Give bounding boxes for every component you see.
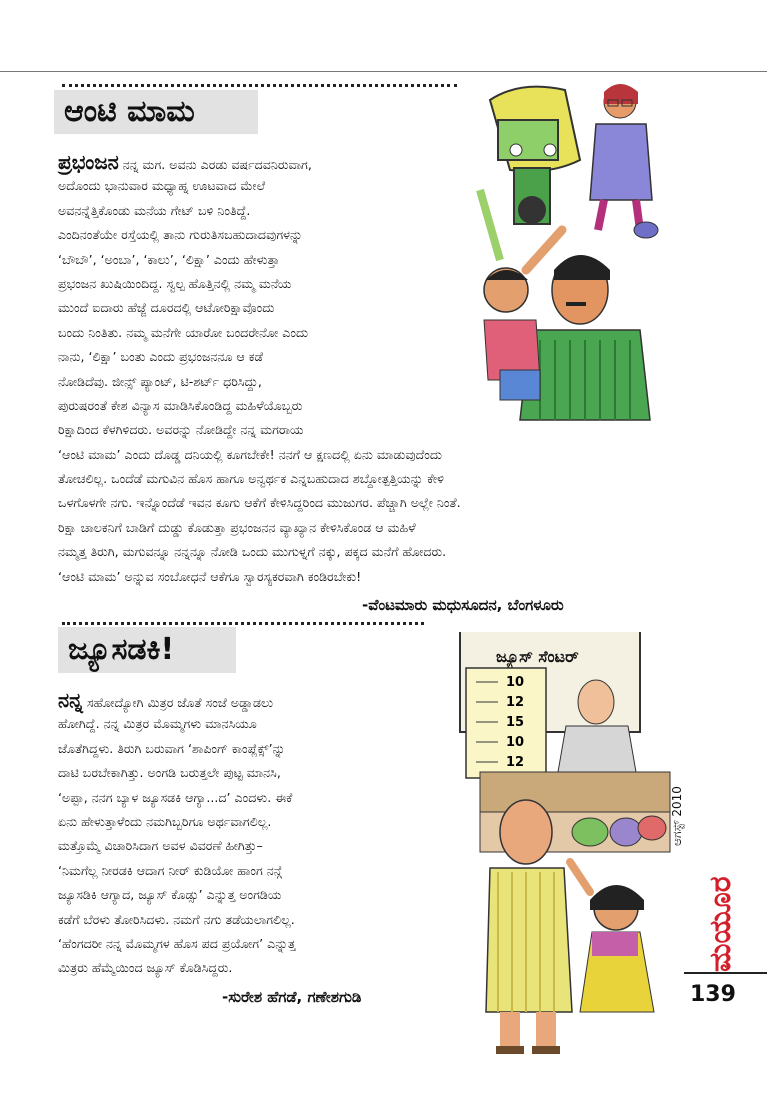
cartoon-juice-center-illustration (440, 632, 680, 1084)
price-value: 15 (506, 715, 525, 730)
story-line: ಬಂದು ನಿಂತಿತು. ನಮ್ಮ ಮನೆಗೇ ಯಾರೋ ಬಂದರೇನೋ ಎಂದು (58, 324, 309, 340)
story-signature: -ಸುರೇಶ ಹೆಗಡೆ, ಗಣೇಶಗುಡಿ (222, 988, 362, 1006)
page-number: 139 (690, 982, 736, 1007)
story-line: ‘ಆಂಟಿ ಮಾಮ’ ಎಂದು ದೊಡ್ಡ ದನಿಯಲ್ಲಿ ಕೂಗಬೇಕೇ! ನನಗೆ ಆ ಕ್ಷಣದಲ್ಲಿ ಏನು ಮಾಡುವುದೆಂದು (58, 446, 442, 462)
story-title-aunty-mama: ಆಂಟಿ ಮಾಮ (54, 90, 258, 134)
story-line: ನನ್ನ ಸಹೋದ್ಯೋಗಿ ಮಿತ್ರರ ಜೊತೆ ಸಂಜೆ ಅಡ್ಡಾಡಲು (58, 688, 274, 712)
story-line: ಕಡೆಗೆ ಬೆರಳು ತೋರಿಸಿದಳು. ನಮಗೆ ನಗು ತಡೆಯಲಾಗಲಿಲ್ಲ. (58, 911, 295, 927)
cartoon-auto-rickshaw-illustration (470, 80, 690, 440)
story-line: ನಾನು, ‘ಲಿಕ್ಷಾ’ ಬಂತು ಎಂದು ಪ್ರಭಂಜನನೂ ಆ ಕಡೆ (58, 349, 263, 365)
story-line: ನೋಡಿದೆವು. ಜೀನ್ಸ್ ಪ್ಯಾಂಟ್, ಟಿ-ಶರ್ಟ್ ಧರಿಸಿದ್ದು, (58, 373, 262, 389)
story-line: ನಮ್ಮತ್ತ ತಿರುಗಿ, ಮಗುವನ್ನೂ ನನ್ನನ್ನೂ ನೋಡಿ ಒಂದು ಮುಗುಳ್ನಗೆ ನಕ್ಕು, ಪಕ್ಕದ ಮನೆಗೆ ಹೋದರು. (58, 544, 447, 560)
story-line: ಹೋಗಿದ್ದೆ. ನನ್ನ ಮಿತ್ರರ ಮೊಮ್ಮಗಳು ಮಾನಸಿಯೂ (58, 716, 257, 732)
story-line: ಒಳಗೊಳಗೇ ನಗು. ಇನ್ನೊಂದೆಡೆ ಇವನ ಕೂಗು ಆಕೆಗೆ ಕೇಳಿಸಿದ್ದರಿಂದ ಮುಜುಗರ. ಪೆಚ್ಚಾಗಿ ಅಲ್ಲೇ ನಿಂತೆ. (58, 495, 461, 511)
story-line: ‘ಆಂಟಿ ಮಾಮ’ ಅನ್ನುವ ಸಂಬೋಧನೆ ಆಕೆಗೂ ಸ್ವಾರಸ್ಯಕರವಾಗಿ ಕಂಡಿರಬೇಕು! (58, 568, 362, 584)
price-value: 12 (506, 755, 525, 770)
issue-date: ಆಗಸ್ಟ್ 2010 (670, 786, 684, 846)
story-signature: -ವೆಂಟಮಾರು ಮಧುಸೂದನ, ಬೆಂಗಳೂರು (362, 596, 564, 614)
story-line: ‘ಅಪ್ಪಾ, ನನಗ ಬ್ಯಾಳ ಜ್ಯೂಸಡಕಿ ಆಗ್ಯಾ...ದ’ ಎಂದಳು. ಈಕೆ (58, 789, 293, 805)
price-value: 12 (506, 695, 525, 710)
story-body-aunty-mama (58, 150, 461, 589)
story-line: ಏನು ಹೇಳುತ್ತಾಳೆಂದು ನಮಗಿಬ್ಬರಿಗೂ ಅರ್ಥವಾಗಲಿಲ್ಲ. (58, 813, 272, 829)
story-line: ಪ್ರಭಂಜನ ಖುಷಿಯಿಂದಿದ್ದ. ಸ್ವಲ್ಪ ಹೊತ್ತಿನಲ್ಲಿ ನಮ್ಮ ಮನೆಯ (58, 275, 292, 291)
story-line: ಜ್ಯೂಸಡಿಕಿ ಆಗ್ಯಾದ, ಜ್ಯೂಸ್ ಕೊಡ್ಸು’ ಎನ್ನುತ್ತ ಅಂಗಡಿಯ (58, 887, 282, 903)
story-line: ‘ಹೆಂಗದರೀ ನನ್ನ ಮೊಮ್ಮಗಳ ಹೊಸ ಪದ ಪ್ರಯೋಗ’ ಎನ್ನುತ್ತ (58, 935, 296, 951)
magazine-logo-text: ಮಯೂರ (703, 876, 738, 972)
dotted-separator (62, 84, 457, 87)
story-line: ಮಿತ್ರರು ಹೆಮ್ಮೆಯಿಂದ ಜ್ಯೂಸ್ ಕೊಡಿಸಿದ್ದರು. (58, 960, 233, 976)
story-line: ತೋಚಲಿಲ್ಲ. ಒಂದೆಡೆ ಮಗುವಿನ ಹೊಸ ಹಾಗೂ ಅನ್ವರ್ಥಕ ಎನ್ನಬಹುದಾದ ಶಬ್ದೋತ್ಪತ್ತಿಯನ್ನು ಕೇಳಿ (58, 471, 444, 487)
story-line: ಪ್ರಭಂಜನ ನನ್ನ ಮಗ. ಅವನು ಎರಡು ವರ್ಷದವನಿರುವಾಗ, (58, 150, 312, 174)
dotted-separator (62, 622, 424, 625)
story-title-juice-thirst: ಜ್ಯೂಸಡಕಿ! (58, 627, 236, 673)
story-line: ರಿಕ್ಷಾದಿಂದ ಕೆಳಗಿಳಿದರು. ಅವರನ್ನು ನೋಡಿದ್ದೇ ನನ್ನ ಮಗರಾಯ (58, 422, 304, 438)
story-line: ಅದೊಂದು ಭಾನುವಾರ ಮಧ್ಯಾಹ್ನ ಊಟವಾದ ಮೇಲೆ (58, 178, 266, 194)
price-value: 10 (506, 735, 525, 750)
story-line: ಮತ್ತೊಮ್ಮೆ ವಿಚಾರಿಸಿದಾಗ ಅವಳ ವಿವರಣೆ ಹೀಗಿತ್ತು– (58, 838, 263, 854)
story-line: ಜೊತೆಗಿದ್ದಳು. ತಿರುಗಿ ಬರುವಾಗ ‘ಶಾಪಿಂಗ್ ಕಾಂಪ್ಲೆಕ್ಸ್’ನ್ನು (58, 740, 286, 756)
price-value: 10 (506, 675, 525, 690)
story-line: ಪುರುಷರಂತೆ ಕೇಶ ವಿನ್ಯಾಸ ಮಾಡಿಸಿಕೊಂಡಿದ್ದ ಮಹಿಳೆಯೊಬ್ಬರು (58, 397, 303, 413)
story-body-juice-thirst (58, 688, 296, 981)
story-line: ರಿಕ್ಷಾ ಚಾಲಕನಿಗೆ ಬಾಡಿಗೆ ದುಡ್ಡು ಕೊಡುತ್ತಾ ಪ್ರಭಂಜನನ ವ್ಯಾಖ್ಯಾನ ಕೇಳಿಸಿಕೊಂಡ ಆ ಮಹಿಳೆ (58, 519, 416, 535)
lead-word: ಪ್ರಭಂಜನ (58, 150, 119, 174)
story-line: ದಾಟಿ ಬರಬೇಕಾಗಿತ್ತು. ಅಂಗಡಿ ಬರುತ್ತಲೇ ಪುಟ್ಟ ಮಾನಸಿ, (58, 765, 281, 781)
page-number-rule (684, 972, 767, 974)
price-board (466, 668, 546, 778)
lead-word: ನನ್ನ (58, 688, 83, 712)
top-rule (0, 71, 767, 72)
story-line: ‘ನಿಮಗೆಲ್ಲ ನೀರಡಕಿ ಆದಾಗ ನೀರ್ ಕುಡಿಯೋ ಹಾಂಗ ನನ್ಗೆ (58, 862, 283, 878)
juice-center-sign: ಜ್ಯೂಸ್ ಸೆಂಟರ್ (496, 647, 579, 666)
story-line: ಎಂದಿನಂತೆಯೇ ರಸ್ತೆಯಲ್ಲಿ ತಾನು ಗುರುತಿಸಬಹುದಾದವುಗಳನ್ನು (58, 227, 303, 243)
story-line: ‘ಬೌಬೌ’, ‘ಅಂಬಾ’, ‘ಕಾಲು’, ‘ಲಿಕ್ಷಾ’ ಎಂದು ಹೇಳುತ್ತಾ (58, 251, 280, 267)
mayura-magazine-logo (700, 870, 738, 974)
story-line: ಮುಂದೆ ಐದಾರು ಹೆಜ್ಜೆ ದೂರದಲ್ಲಿ ಆಟೋರಿಕ್ಷಾವೊಂದು (58, 300, 275, 316)
story-line: ಅವನನ್ನೆತ್ತಿಕೊಂಡು ಮನೆಯ ಗೇಟ್ ಬಳಿ ನಿಂತಿದ್ದೆ. (58, 202, 251, 218)
